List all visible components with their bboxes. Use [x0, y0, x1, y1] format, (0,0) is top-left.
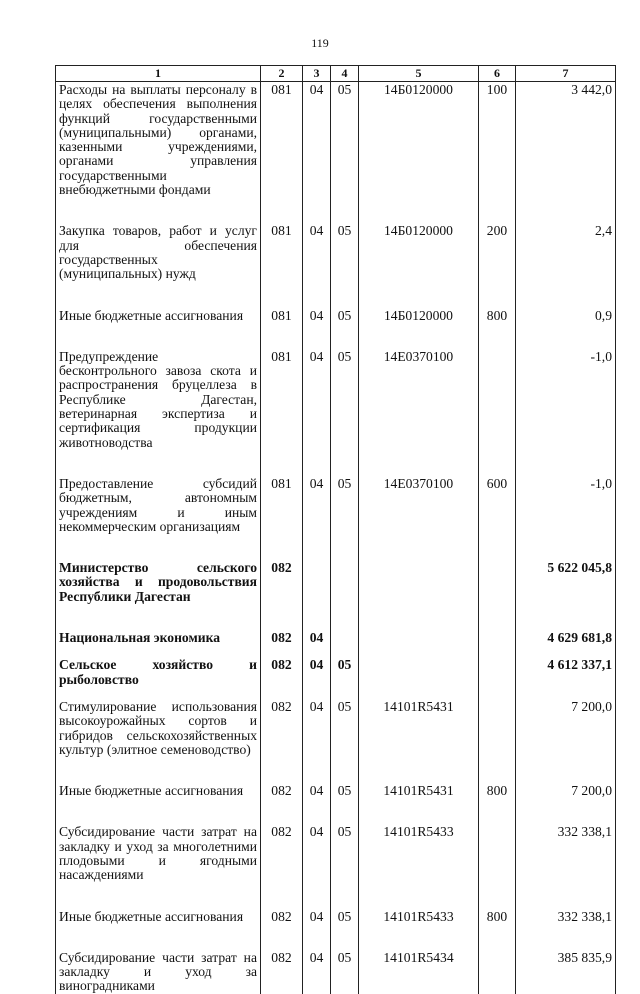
row-name: Субсидирование части затрат на закладку и уход за виноградниками — [56, 950, 261, 994]
row-vr: 600 — [479, 476, 516, 560]
row-vr — [479, 657, 516, 699]
row-csr: 14101R5433 — [359, 824, 479, 908]
row-pr: 05 — [331, 824, 359, 908]
page-number: 119 — [311, 36, 329, 50]
row-rz: 04 — [303, 699, 331, 783]
row-pr: 05 — [331, 699, 359, 783]
row-ved: 082 — [261, 909, 303, 950]
row-pr: 05 — [331, 783, 359, 824]
row-vr: 800 — [479, 308, 516, 349]
table-row — [56, 657, 616, 699]
table-row — [56, 909, 616, 950]
row-ved: 082 — [261, 699, 303, 783]
row-pr: 05 — [331, 476, 359, 560]
row-ved: 082 — [261, 560, 303, 630]
row-pr: 05 — [331, 657, 359, 699]
row-sum: 4 629 681,8 — [516, 630, 616, 657]
row-vr: 800 — [479, 909, 516, 950]
row-sum: 332 338,1 — [516, 909, 616, 950]
row-rz: 04 — [303, 349, 331, 476]
table-row — [56, 223, 616, 307]
row-sum: 7 200,0 — [516, 783, 616, 824]
row-name: Расходы на выплаты персоналу в целях обеспечения выполнения функций государственными (муниципальными) органами, казенными учреждениями, органами управления государственными внебюджетными фондами — [56, 82, 261, 224]
row-sum: 3 442,0 — [516, 82, 616, 224]
col-header-6: 6 — [479, 66, 516, 82]
row-rz: 04 — [303, 909, 331, 950]
row-name: Стимулирование использования высокоурожайных сортов и гибридов сельскохозяйственных культур (элитное семеноводство) — [56, 699, 261, 783]
row-sum: 332 338,1 — [516, 824, 616, 908]
row-sum: -1,0 — [516, 349, 616, 476]
row-vr: 100 — [479, 82, 516, 224]
row-vr — [479, 560, 516, 630]
row-pr: 05 — [331, 909, 359, 950]
col-header-7: 7 — [516, 66, 616, 82]
row-sum: 7 200,0 — [516, 699, 616, 783]
table-row — [56, 783, 616, 824]
row-ved: 082 — [261, 950, 303, 994]
row-pr: 05 — [331, 82, 359, 224]
row-pr: 05 — [331, 223, 359, 307]
row-vr — [479, 950, 516, 994]
table-row — [56, 560, 616, 630]
row-ved: 082 — [261, 783, 303, 824]
table-row — [56, 476, 616, 560]
col-header-1: 1 — [56, 66, 261, 82]
col-header-5: 5 — [359, 66, 479, 82]
row-name: Национальная экономика — [56, 630, 261, 657]
header-row — [56, 66, 616, 82]
row-sum: -1,0 — [516, 476, 616, 560]
row-vr — [479, 349, 516, 476]
row-csr: 14Б0120000 — [359, 308, 479, 349]
row-vr — [479, 630, 516, 657]
row-pr — [331, 560, 359, 630]
row-pr: 05 — [331, 950, 359, 994]
row-ved: 081 — [261, 308, 303, 349]
row-rz: 04 — [303, 950, 331, 994]
row-csr: 14Е0370100 — [359, 476, 479, 560]
row-csr: 14Б0120000 — [359, 82, 479, 224]
row-vr — [479, 824, 516, 908]
row-rz: 04 — [303, 308, 331, 349]
row-csr — [359, 630, 479, 657]
table-row — [56, 950, 616, 994]
row-pr: 05 — [331, 349, 359, 476]
row-name: Закупка товаров, работ и услуг для обеспечения государственных (муниципальных) нужд — [56, 223, 261, 307]
row-name: Сельское хозяйство и рыболовство — [56, 657, 261, 699]
budget-table — [55, 65, 616, 994]
table-row — [56, 630, 616, 657]
row-csr: 14101R5431 — [359, 783, 479, 824]
row-name: Иные бюджетные ассигнования — [56, 783, 261, 824]
col-header-4: 4 — [331, 66, 359, 82]
row-rz: 04 — [303, 476, 331, 560]
row-ved: 082 — [261, 630, 303, 657]
row-rz: 04 — [303, 783, 331, 824]
row-csr: 14101R5433 — [359, 909, 479, 950]
row-rz — [303, 560, 331, 630]
row-sum: 0,9 — [516, 308, 616, 349]
row-sum: 5 622 045,8 — [516, 560, 616, 630]
row-csr: 14101R5434 — [359, 950, 479, 994]
row-ved: 082 — [261, 824, 303, 908]
row-rz: 04 — [303, 657, 331, 699]
row-name: Иные бюджетные ассигнования — [56, 909, 261, 950]
row-name: Иные бюджетные ассигнования — [56, 308, 261, 349]
table-row — [56, 824, 616, 908]
row-pr — [331, 630, 359, 657]
row-csr — [359, 560, 479, 630]
row-vr: 800 — [479, 783, 516, 824]
table-row — [56, 349, 616, 476]
table-row — [56, 308, 616, 349]
row-rz: 04 — [303, 824, 331, 908]
row-ved: 081 — [261, 349, 303, 476]
col-header-2: 2 — [261, 66, 303, 82]
row-sum: 4 612 337,1 — [516, 657, 616, 699]
row-vr: 200 — [479, 223, 516, 307]
table-row — [56, 699, 616, 783]
row-csr: 14101R5431 — [359, 699, 479, 783]
row-sum: 385 835,9 — [516, 950, 616, 994]
row-vr — [479, 699, 516, 783]
row-ved: 081 — [261, 223, 303, 307]
row-ved: 081 — [261, 82, 303, 224]
col-header-3: 3 — [303, 66, 331, 82]
row-name: Субсидирование части затрат на закладку и уход за многолетними плодовыми и ягодными насаждениями — [56, 824, 261, 908]
row-ved: 081 — [261, 476, 303, 560]
row-csr — [359, 657, 479, 699]
table-row — [56, 82, 616, 224]
row-sum: 2,4 — [516, 223, 616, 307]
row-csr: 14Б0120000 — [359, 223, 479, 307]
row-pr: 05 — [331, 308, 359, 349]
row-name: Министерство сельского хозяйства и продовольствия Республики Дагестан — [56, 560, 261, 630]
row-rz: 04 — [303, 223, 331, 307]
row-name: Предупреждение бесконтрольного завоза скота и распространения бруцеллеза в Республике Дагестан, ветеринарная экспертиза и сертификация продукции животноводства — [56, 349, 261, 476]
row-csr: 14Е0370100 — [359, 349, 479, 476]
row-rz: 04 — [303, 630, 331, 657]
row-rz: 04 — [303, 82, 331, 224]
row-name: Предоставление субсидий бюджетным, автономным учреждениям и иным некоммерческим организациям — [56, 476, 261, 560]
row-ved: 082 — [261, 657, 303, 699]
